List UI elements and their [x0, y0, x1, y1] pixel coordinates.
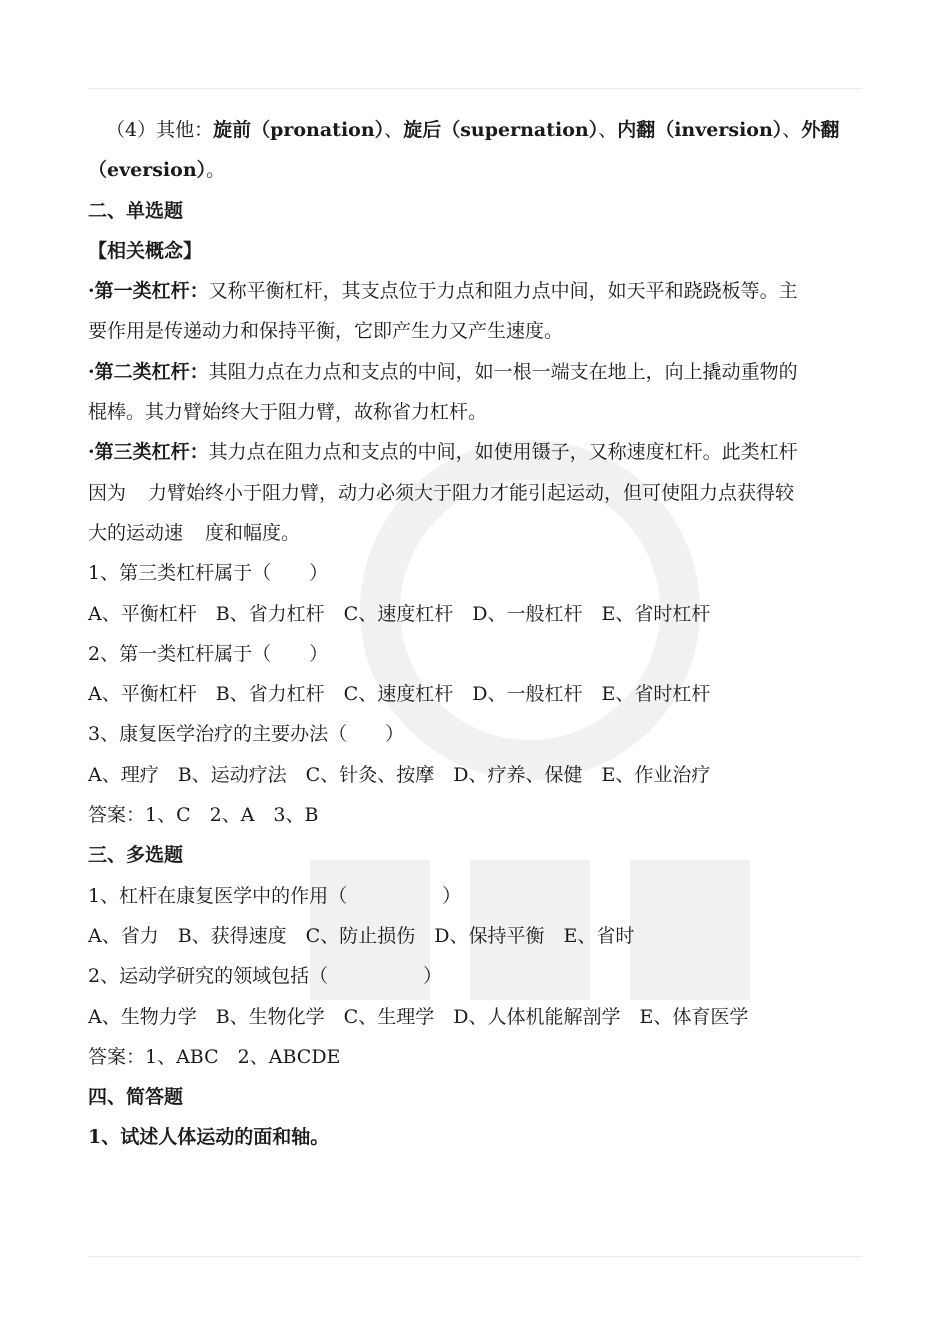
inversion-term: 内翻（inversion） [617, 119, 783, 141]
section-heading-short-answer: 四、简答题 [88, 1086, 184, 1109]
lever3-text-b: 力臂始终小于阻力臂，动力必须大于阻力才能引起运动，但可使阻力点获得较 [148, 481, 795, 504]
separator: 、 [384, 119, 404, 141]
separator: 、 [598, 119, 618, 141]
lever3-line-1 [88, 432, 864, 472]
eversion-term-end: （eversion） [88, 159, 207, 182]
lever3-line-2 [88, 473, 864, 513]
single-choice-answers: 答案：1、C 2、A 3、B [88, 804, 319, 827]
other-movements-line-2 [88, 150, 864, 190]
lever3-line-3 [88, 513, 864, 553]
multiple-choice-options-2: A、生物力学 B、生物化学 C、生理学 D、人体机能解剖学 E、体育医学 [88, 1005, 749, 1028]
footer-rule [88, 1256, 862, 1257]
lever2-line-1 [88, 352, 864, 392]
eversion-term: 外翻 [801, 119, 840, 141]
single-choice-options-1: A、平衡杠杆 B、省力杠杆 C、速度杠杆 D、一般杠杆 E、省时杠杆 [88, 602, 711, 625]
other-movements-line [88, 110, 864, 150]
single-choice-question-2: 2、第一类杠杆属于（ ） [88, 642, 329, 665]
lever2-term: ·第二类杠杆： [88, 360, 209, 383]
period: 。 [206, 159, 226, 182]
lever3-term: ·第三类杠杆： [88, 441, 209, 464]
pronation-term: 旋前（pronation） [213, 119, 385, 141]
single-choice-question-1: 1、第三类杠杆属于（ ） [88, 562, 329, 585]
single-choice-options-2: A、平衡杠杆 B、省力杠杆 C、速度杠杆 D、一般杠杆 E、省时杠杆 [88, 683, 711, 706]
lever1-line-1 [88, 271, 864, 311]
supination-term: 旋后（supernation） [403, 119, 599, 141]
section-heading-single-choice: 二、单选题 [88, 199, 184, 222]
multiple-choice-question-2: 2、运动学研究的领域包括（ ） [88, 965, 443, 988]
lever1-term: ·第一类杠杆： [88, 280, 209, 303]
separator: 、 [782, 119, 802, 141]
multiple-choice-options-1: A、省力 B、获得速度 C、防止损伤 D、保持平衡 E、省时 [88, 924, 635, 947]
lever2-text: 其阻力点在力点和支点的中间，如一根一端支在地上，向上撬动重物的 [208, 360, 798, 383]
lever3-text: 其力点在阻力点和支点的中间，如使用镊子，又称速度杠杆。此类杠杆 [208, 441, 798, 464]
lever1-text: 又称平衡杠杆，其支点位于力点和阻力点中间，如天平和跷跷板等。主 [208, 280, 798, 303]
multiple-choice-question-1: 1、杠杆在康复医学中的作用（ ） [88, 884, 462, 907]
lever3-text-d: 度和幅度。 [205, 521, 301, 544]
single-choice-options-3: A、理疗 B、运动疗法 C、针灸、按摩 D、疗养、保健 E、作业治疗 [88, 763, 711, 786]
other-prefix: （4）其他： [106, 119, 214, 141]
multiple-choice-answers: 答案：1、ABC 2、ABCDE [88, 1045, 341, 1068]
concepts-heading: 【相关概念】 [88, 239, 203, 262]
lever3-text-a: 因为 [88, 481, 127, 504]
single-choice-question-3: 3、康复医学治疗的主要办法（ ） [88, 723, 405, 746]
document-body [88, 110, 864, 1158]
section-heading-multiple-choice: 三、多选题 [88, 844, 184, 867]
lever1-line-2: 要作用是传递动力和保持平衡，它即产生力又产生速度。 [88, 320, 564, 343]
lever3-text-c: 大的运动速 [88, 521, 184, 544]
header-rule [88, 88, 862, 89]
short-answer-question-1: 1、试述人体运动的面和轴。 [88, 1126, 330, 1149]
lever2-line-2: 棍棒。其力臂始终大于阻力臂，故称省力杠杆。 [88, 401, 488, 424]
